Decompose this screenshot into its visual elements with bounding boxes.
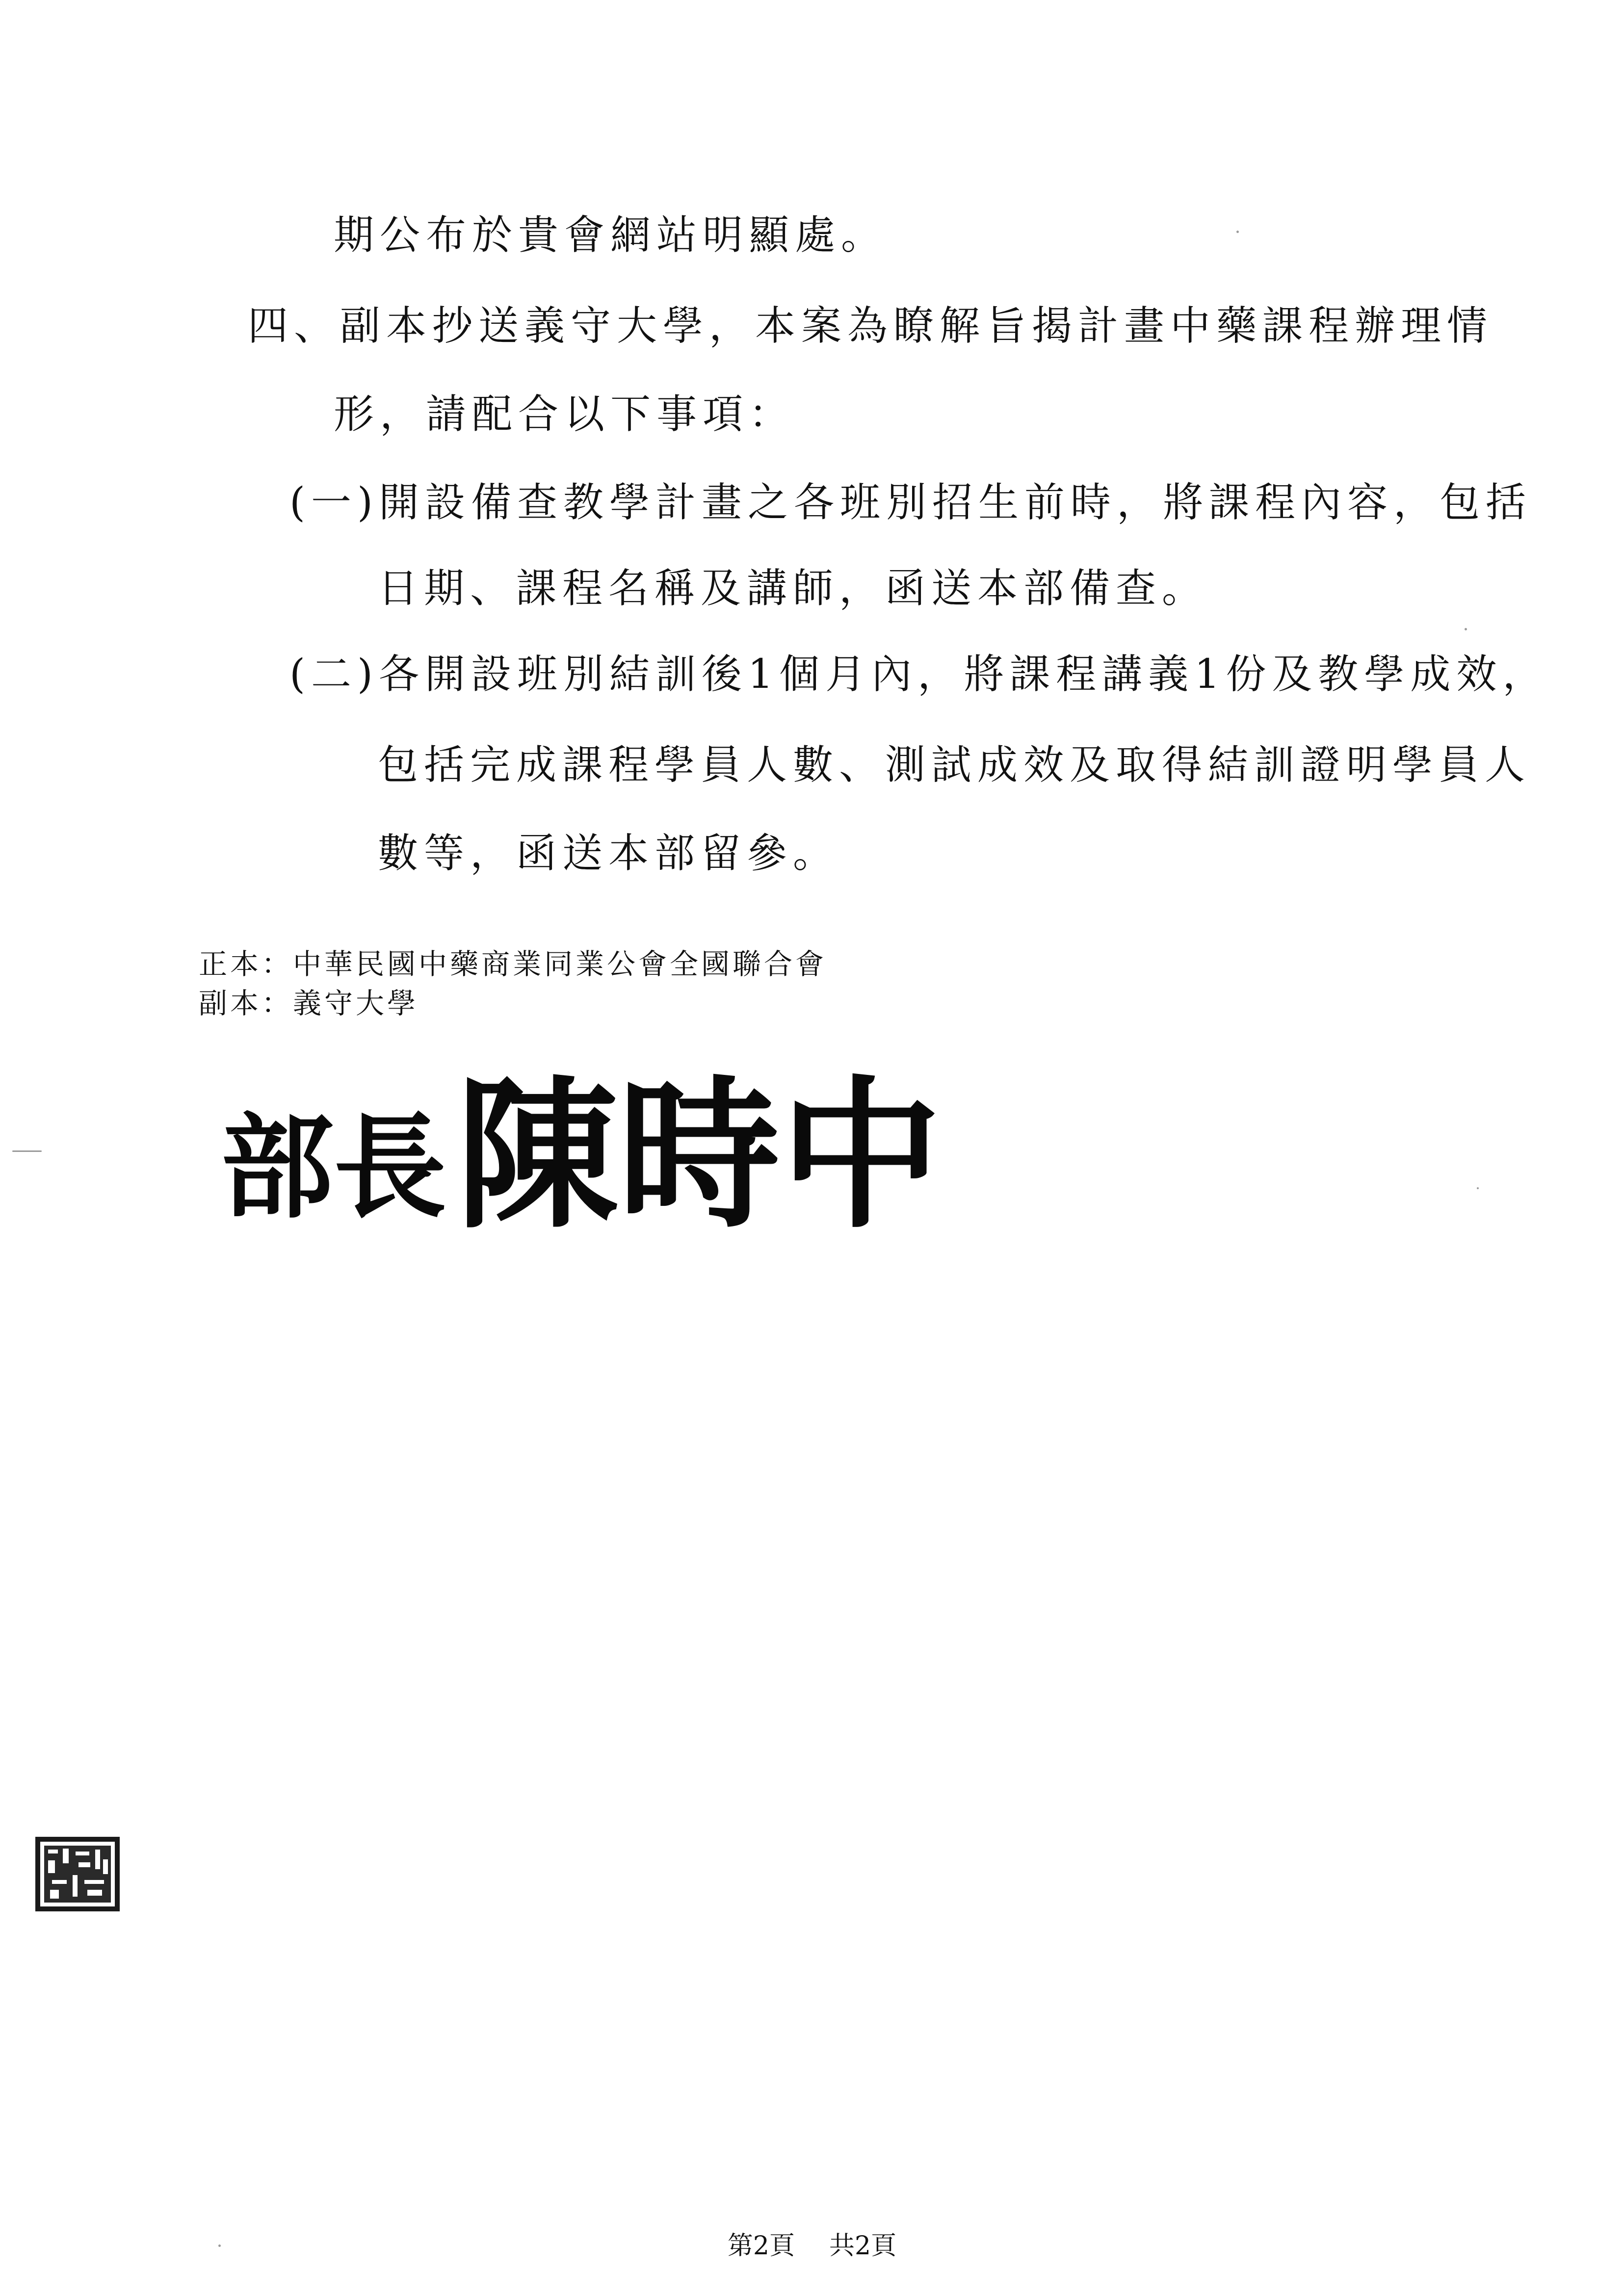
scan-speck <box>1477 1187 1479 1189</box>
scan-speck <box>12 1150 42 1152</box>
body-line-7: 包括完成課程學員人數、測試成效及取得結訓證明學員人 <box>378 742 1531 788</box>
distribution-copy: 副本：義守大學 <box>199 987 419 1020</box>
scan-speck <box>1465 628 1467 630</box>
signature-title: 部長 <box>221 1101 447 1234</box>
scan-speck <box>1236 231 1239 233</box>
body-line-6: (二)各開設班別結訓後1個月內，將課程講義1份及教學成效， <box>289 651 1549 698</box>
minister-signature <box>211 1060 947 1246</box>
body-line-8: 數等，函送本部留參。 <box>378 830 839 877</box>
page-footer <box>0 2231 1624 2261</box>
distribution-original: 正本：中華民國中藥商業同業公會全國聯合會 <box>199 947 827 981</box>
scan-speck <box>218 2244 221 2247</box>
body-line-1: 期公布於貴會網站明顯處。 <box>334 212 888 259</box>
page-total: 共2頁 <box>829 2231 897 2261</box>
page-number: 第2頁 <box>727 2231 795 2261</box>
electronic-seal-stamp <box>33 1835 122 1913</box>
signature-name: 陳時中 <box>456 1060 942 1246</box>
body-line-3: 形，請配合以下事項： <box>334 391 795 438</box>
body-line-4: (一)開設備查教學計畫之各班別招生前時，將課程內容，包括 <box>289 479 1532 526</box>
body-line-2: 四、副本抄送義守大學，本案為瞭解旨揭計畫中藥課程辦理情 <box>248 303 1493 349</box>
body-line-5: 日期、課程名稱及講師，函送本部備查。 <box>378 565 1208 612</box>
